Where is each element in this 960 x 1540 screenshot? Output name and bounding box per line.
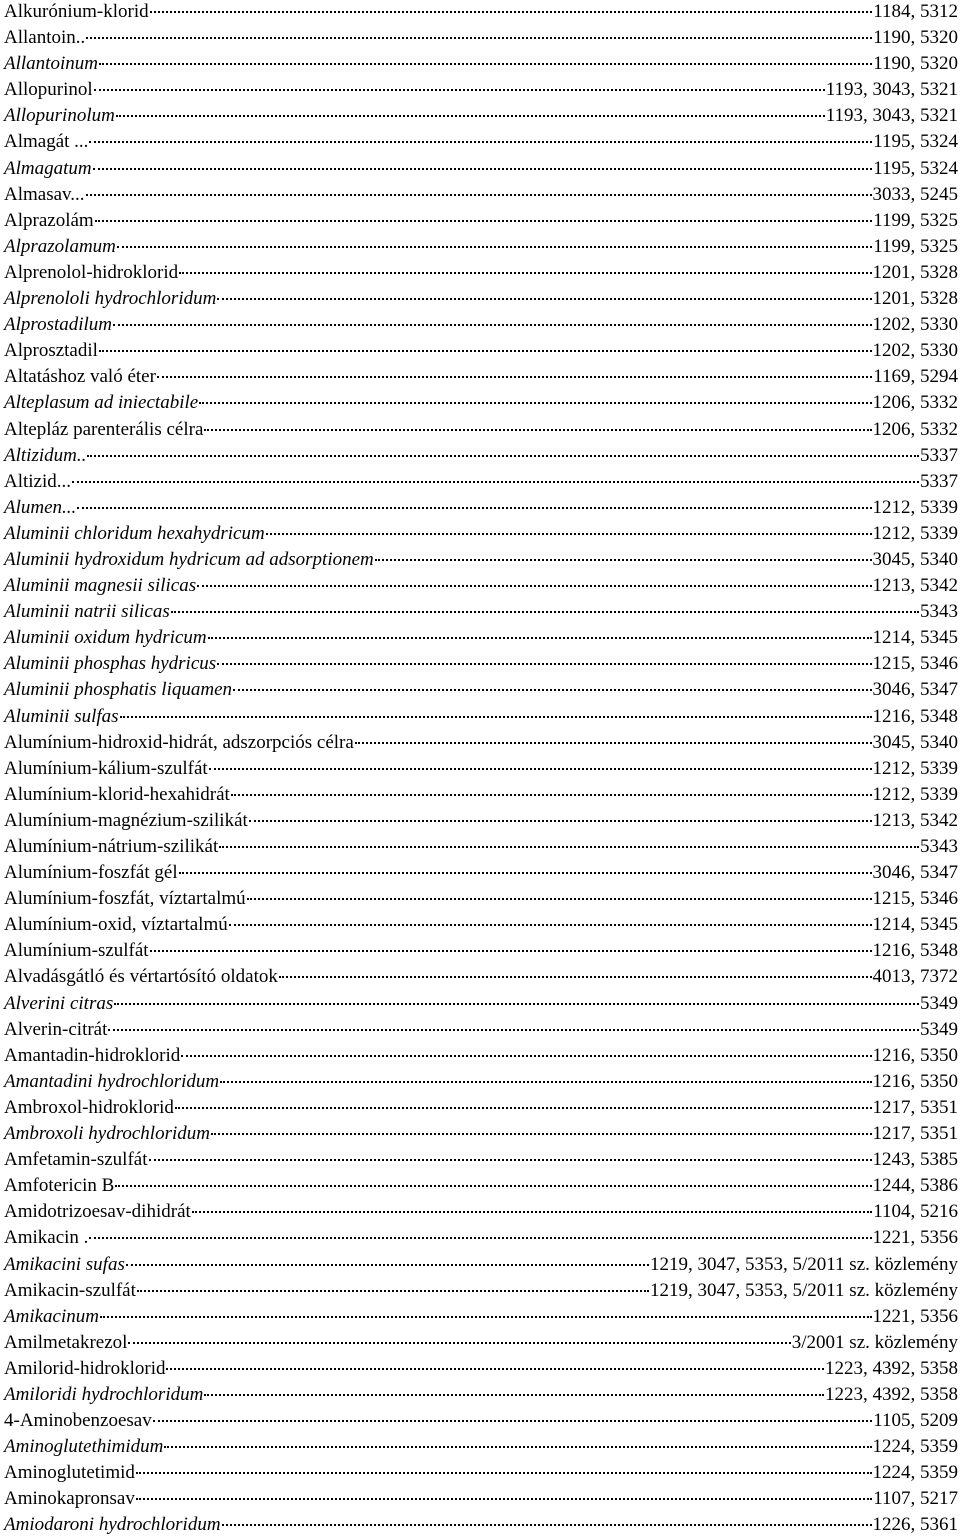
index-entry [0, 130, 960, 156]
dot-leader [266, 533, 872, 535]
index-entry [0, 678, 960, 704]
entry-term: Alprazolám [4, 209, 94, 231]
entry-term: Aluminii phosphatis liquamen [4, 679, 232, 701]
index-entry [0, 1253, 960, 1279]
index-entry [0, 705, 960, 731]
entry-pages: 1221, 5356 [872, 1227, 958, 1249]
entry-term: Alumínium-szulfát [4, 940, 149, 962]
entry-pages: 3046, 5347 [872, 862, 958, 884]
entry-term: Amikacini sufas [4, 1253, 125, 1275]
dot-leader [249, 820, 872, 822]
index-entry [0, 183, 960, 209]
entry-term: Allantoin.. [4, 27, 86, 49]
dot-leader [208, 637, 872, 639]
dot-leader [108, 1029, 919, 1031]
entry-pages: 1219, 3047, 5353, 5/2011 sz. közlemény [649, 1253, 958, 1275]
index-entry [0, 522, 960, 548]
index-entry [0, 809, 960, 835]
entry-term: Allopurinolum [4, 105, 115, 127]
dot-leader [86, 194, 872, 196]
dot-leader [136, 1498, 872, 1500]
entry-term: Alumínium-foszfát, víztartalmú [4, 888, 246, 910]
entry-term: Altatáshoz való éter [4, 366, 156, 388]
entry-term: Amantadini hydrochloridum [4, 1070, 220, 1092]
entry-pages: 1201, 5328 [872, 288, 958, 310]
dot-leader [120, 716, 872, 718]
dot-leader [179, 272, 871, 274]
index-entry [0, 626, 960, 652]
entry-term: Almasav... [4, 183, 85, 205]
entry-pages: 1212, 5339 [872, 522, 958, 544]
index-entry [0, 731, 960, 757]
entry-term: Alumínium-klorid-hexahidrát [4, 783, 230, 805]
dot-leader [86, 37, 872, 39]
entry-pages: 1213, 5342 [872, 575, 958, 597]
dot-leader [375, 559, 872, 561]
entry-term: Alverin-citrát [4, 1018, 108, 1040]
index-entry [0, 652, 960, 678]
index-entry [0, 26, 960, 52]
entry-pages: 1193, 3043, 5321 [825, 79, 958, 101]
entry-pages: 1199, 5325 [873, 209, 958, 231]
entry-term: Aluminii oxidum hydricum [4, 627, 207, 649]
entry-pages: 5349 [920, 1018, 958, 1040]
dot-leader [229, 924, 872, 926]
entry-pages: 1212, 5339 [872, 783, 958, 805]
dot-leader [211, 1133, 872, 1135]
entry-pages: 1224, 5359 [872, 1462, 958, 1484]
dot-leader [77, 507, 871, 509]
entry-pages: 1244, 5386 [872, 1175, 958, 1197]
index-entry [0, 0, 960, 26]
dot-leader [99, 350, 872, 352]
entry-term: Aluminii sulfas [4, 705, 119, 727]
entry-term: Amikacin . [4, 1227, 89, 1249]
index-entry [0, 965, 960, 991]
dot-leader [220, 1081, 871, 1083]
entry-term: Alprenolol-hidroklorid [4, 261, 179, 283]
index-entry [0, 365, 960, 391]
entry-term: Alumínium-oxid, víztartalmú [4, 914, 228, 936]
index-entry [0, 391, 960, 417]
entry-pages: 1221, 5356 [872, 1305, 958, 1327]
index-entry [0, 78, 960, 104]
entry-pages: 1104, 5216 [873, 1201, 958, 1223]
index-entry [0, 1148, 960, 1174]
entry-pages: 1219, 3047, 5353, 5/2011 sz. közlemény [649, 1279, 958, 1301]
index-entry [0, 496, 960, 522]
dot-leader [150, 950, 872, 952]
dot-leader [150, 11, 873, 13]
dot-leader [137, 1290, 649, 1292]
dot-leader [153, 1420, 872, 1422]
dot-leader [100, 1316, 872, 1318]
entry-term: Alvadásgátló és vértartósító oldatok [4, 966, 278, 988]
entry-pages: 1226, 5361 [872, 1514, 958, 1536]
dot-leader [89, 141, 872, 143]
dot-leader [233, 689, 872, 691]
entry-pages: 1190, 5320 [873, 53, 958, 75]
index-entry [0, 339, 960, 365]
index-entry [0, 52, 960, 78]
entry-pages: 1206, 5332 [872, 418, 958, 440]
index-entry [0, 470, 960, 496]
index-entry [0, 1096, 960, 1122]
entry-pages: 1202, 5330 [872, 314, 958, 336]
entry-pages: 1217, 5351 [872, 1123, 958, 1145]
index-entry [0, 1383, 960, 1409]
entry-pages: 5337 [920, 444, 958, 466]
index-entry [0, 1461, 960, 1487]
index-entry [0, 157, 960, 183]
dot-leader [231, 794, 872, 796]
entry-pages: 1169, 5294 [873, 366, 958, 388]
entry-term: 4-Aminobenzoesav [4, 1410, 152, 1432]
dot-leader [72, 481, 919, 483]
entry-term: Aminokapronsav [4, 1488, 135, 1510]
entry-term: Amikacinum [4, 1305, 99, 1327]
dot-leader [217, 298, 871, 300]
entry-term: Aminoglutetimid [4, 1462, 135, 1484]
entry-pages: 1216, 5348 [872, 940, 958, 962]
index-entry [0, 313, 960, 339]
entry-pages: 3045, 5340 [872, 731, 958, 753]
entry-term: Alkurónium-klorid [4, 1, 149, 22]
entry-term: Aluminii natrii silicas [4, 601, 170, 623]
entry-pages: 1214, 5345 [872, 627, 958, 649]
index-entry [0, 1357, 960, 1383]
entry-pages: 1223, 4392, 5358 [825, 1383, 958, 1405]
dot-leader [116, 115, 825, 117]
entry-term: Alprosztadil [4, 340, 98, 362]
entry-term: Ambroxol-hidroklorid [4, 1096, 174, 1118]
entry-term: Amantadin-hidroklorid [4, 1044, 181, 1066]
entry-pages: 4013, 7372 [872, 966, 958, 988]
index-entry [0, 861, 960, 887]
entry-term: Aminoglutethimidum [4, 1436, 164, 1458]
dot-leader [175, 1107, 872, 1109]
entry-pages: 1212, 5339 [872, 757, 958, 779]
dot-leader [149, 1159, 872, 1161]
entry-pages: 3046, 5347 [872, 679, 958, 701]
entry-term: Altizidum.. [4, 444, 87, 466]
entry-term: Altizid... [4, 470, 72, 492]
entry-pages: 1215, 5346 [872, 888, 958, 910]
dot-leader [114, 1003, 919, 1005]
index-entry [0, 913, 960, 939]
entry-term: Alumínium-kálium-szulfát [4, 757, 208, 779]
entry-term: Almagát ... [4, 131, 89, 153]
dot-leader [115, 1185, 871, 1187]
dot-leader [279, 976, 872, 978]
dot-leader [117, 246, 872, 248]
index-entry [0, 444, 960, 470]
dot-leader [126, 1264, 649, 1266]
index-entry [0, 418, 960, 444]
entry-term: Alteplasum ad iniectabile [4, 392, 199, 414]
entry-term: Alprostadilum [4, 314, 113, 336]
entry-pages: 1195, 5324 [873, 131, 958, 153]
index-entry [0, 939, 960, 965]
entry-term: Aluminii phosphas hydricus [4, 653, 217, 675]
entry-pages: 5343 [920, 601, 958, 623]
index-entry [0, 783, 960, 809]
index-entry [0, 835, 960, 861]
entry-term: Alprenololi hydrochloridum [4, 288, 217, 310]
entry-pages: 1214, 5345 [872, 914, 958, 936]
index-entry [0, 1409, 960, 1435]
entry-term: Amilmetakrezol [4, 1331, 128, 1353]
dot-leader [355, 742, 872, 744]
dot-leader [219, 846, 919, 848]
entry-pages: 1216, 5350 [872, 1044, 958, 1066]
index-entry [0, 1513, 960, 1539]
entry-term: Almagatum [4, 157, 92, 179]
index-entry [0, 1200, 960, 1226]
index-entry [0, 992, 960, 1018]
dot-leader [93, 168, 873, 170]
entry-term: Amfotericin B [4, 1175, 115, 1197]
entry-term: Amidotrizoesav-dihidrát [4, 1201, 191, 1223]
entry-pages: 1217, 5351 [872, 1096, 958, 1118]
entry-term: Alverini citras [4, 992, 114, 1014]
entry-pages: 5337 [920, 470, 958, 492]
index-entry [0, 887, 960, 913]
entry-pages: 3/2001 sz. közlemény [791, 1331, 958, 1353]
index-entry [0, 261, 960, 287]
entry-term: Alumínium-magnézium-szilikát [4, 809, 248, 831]
entry-pages: 1213, 5342 [872, 809, 958, 831]
entry-pages: 1190, 5320 [873, 27, 958, 49]
entry-term: Alumínium-foszfát gél [4, 862, 178, 884]
entry-pages: 1216, 5348 [872, 705, 958, 727]
index-entry [0, 1305, 960, 1331]
index-entry [0, 1174, 960, 1200]
entry-term: Amfetamin-szulfát [4, 1149, 148, 1171]
dot-leader [179, 872, 872, 874]
index-entry [0, 1435, 960, 1461]
entry-term: Allantoinum [4, 53, 98, 75]
dot-leader [181, 1055, 871, 1057]
entry-pages: 3045, 5340 [872, 548, 958, 570]
index-entry [0, 600, 960, 626]
index-entry [0, 1122, 960, 1148]
entry-pages: 1215, 5346 [872, 653, 958, 675]
index-entry [0, 1487, 960, 1513]
dot-leader [128, 1342, 790, 1344]
entry-pages: 1201, 5328 [872, 261, 958, 283]
dot-leader [87, 455, 919, 457]
entry-pages: 3033, 5245 [872, 183, 958, 205]
entry-term: Amilorid-hidroklorid [4, 1357, 166, 1379]
dot-leader [192, 1211, 872, 1213]
index-entry [0, 574, 960, 600]
dot-leader [164, 1446, 871, 1448]
dot-leader [247, 898, 872, 900]
entry-term: Aluminii chloridum hexahydricum [4, 522, 265, 544]
entry-pages: 1193, 3043, 5321 [825, 105, 958, 127]
entry-term: Alprazolamum [4, 235, 116, 257]
dot-leader [95, 220, 873, 222]
entry-term: Aluminii hydroxidum hydricum ad adsorptionem [4, 548, 374, 570]
dot-leader [171, 611, 919, 613]
entry-pages: 1195, 5324 [873, 157, 958, 179]
index-entry [0, 1331, 960, 1357]
index-entry [0, 548, 960, 574]
entry-pages: 1199, 5325 [873, 235, 958, 257]
entry-pages: 1206, 5332 [872, 392, 958, 414]
entry-pages: 1202, 5330 [872, 340, 958, 362]
dot-leader [199, 402, 871, 404]
index-entry [0, 235, 960, 261]
entry-term: Alumínium-hidroxid-hidrát, adszorpciós célra [4, 731, 354, 753]
entry-pages: 1107, 5217 [873, 1488, 958, 1510]
entry-pages: 1184, 5312 [873, 1, 958, 22]
entry-pages: 1216, 5350 [872, 1070, 958, 1092]
entry-pages: 5349 [920, 992, 958, 1014]
entry-term: Allopurinol [4, 79, 93, 101]
index-entry [0, 287, 960, 313]
entry-term: Alumen... [4, 496, 77, 518]
entry-term: Amiloridi hydrochloridum [4, 1383, 204, 1405]
entry-term: Amikacin-szulfát [4, 1279, 136, 1301]
dot-leader [197, 585, 871, 587]
dot-leader [157, 376, 872, 378]
index-entry [0, 209, 960, 235]
entry-term: Amiodaroni hydrochloridum [4, 1514, 221, 1536]
entry-term: Altepláz parenterális célra [4, 418, 204, 440]
entry-pages: 1243, 5385 [872, 1149, 958, 1171]
dot-leader [99, 63, 872, 65]
dot-leader [89, 1237, 871, 1239]
index-entry [0, 1070, 960, 1096]
dot-leader [222, 1524, 872, 1526]
entry-pages: 5343 [920, 836, 958, 857]
dot-leader [204, 429, 871, 431]
index-entry [0, 1018, 960, 1044]
index-entry [0, 757, 960, 783]
dot-leader [204, 1394, 824, 1396]
entry-pages: 1105, 5209 [873, 1410, 958, 1432]
entry-pages: 1212, 5339 [872, 496, 958, 518]
dot-leader [209, 768, 872, 770]
index-entry [0, 104, 960, 130]
entry-pages: 1224, 5359 [872, 1436, 958, 1458]
entry-term: Ambroxoli hydrochloridum [4, 1123, 210, 1145]
dot-leader [113, 324, 871, 326]
entry-term: Alumínium-nátrium-szilikát [4, 836, 219, 857]
dot-leader [217, 663, 871, 665]
index-entry [0, 1279, 960, 1305]
dot-leader [136, 1472, 872, 1474]
entry-pages: 1223, 4392, 5358 [825, 1357, 958, 1379]
index-entry [0, 1226, 960, 1252]
dot-leader [94, 89, 825, 91]
entry-term: Aluminii magnesii silicas [4, 575, 197, 597]
dot-leader [166, 1368, 824, 1370]
index-entry [0, 1044, 960, 1070]
